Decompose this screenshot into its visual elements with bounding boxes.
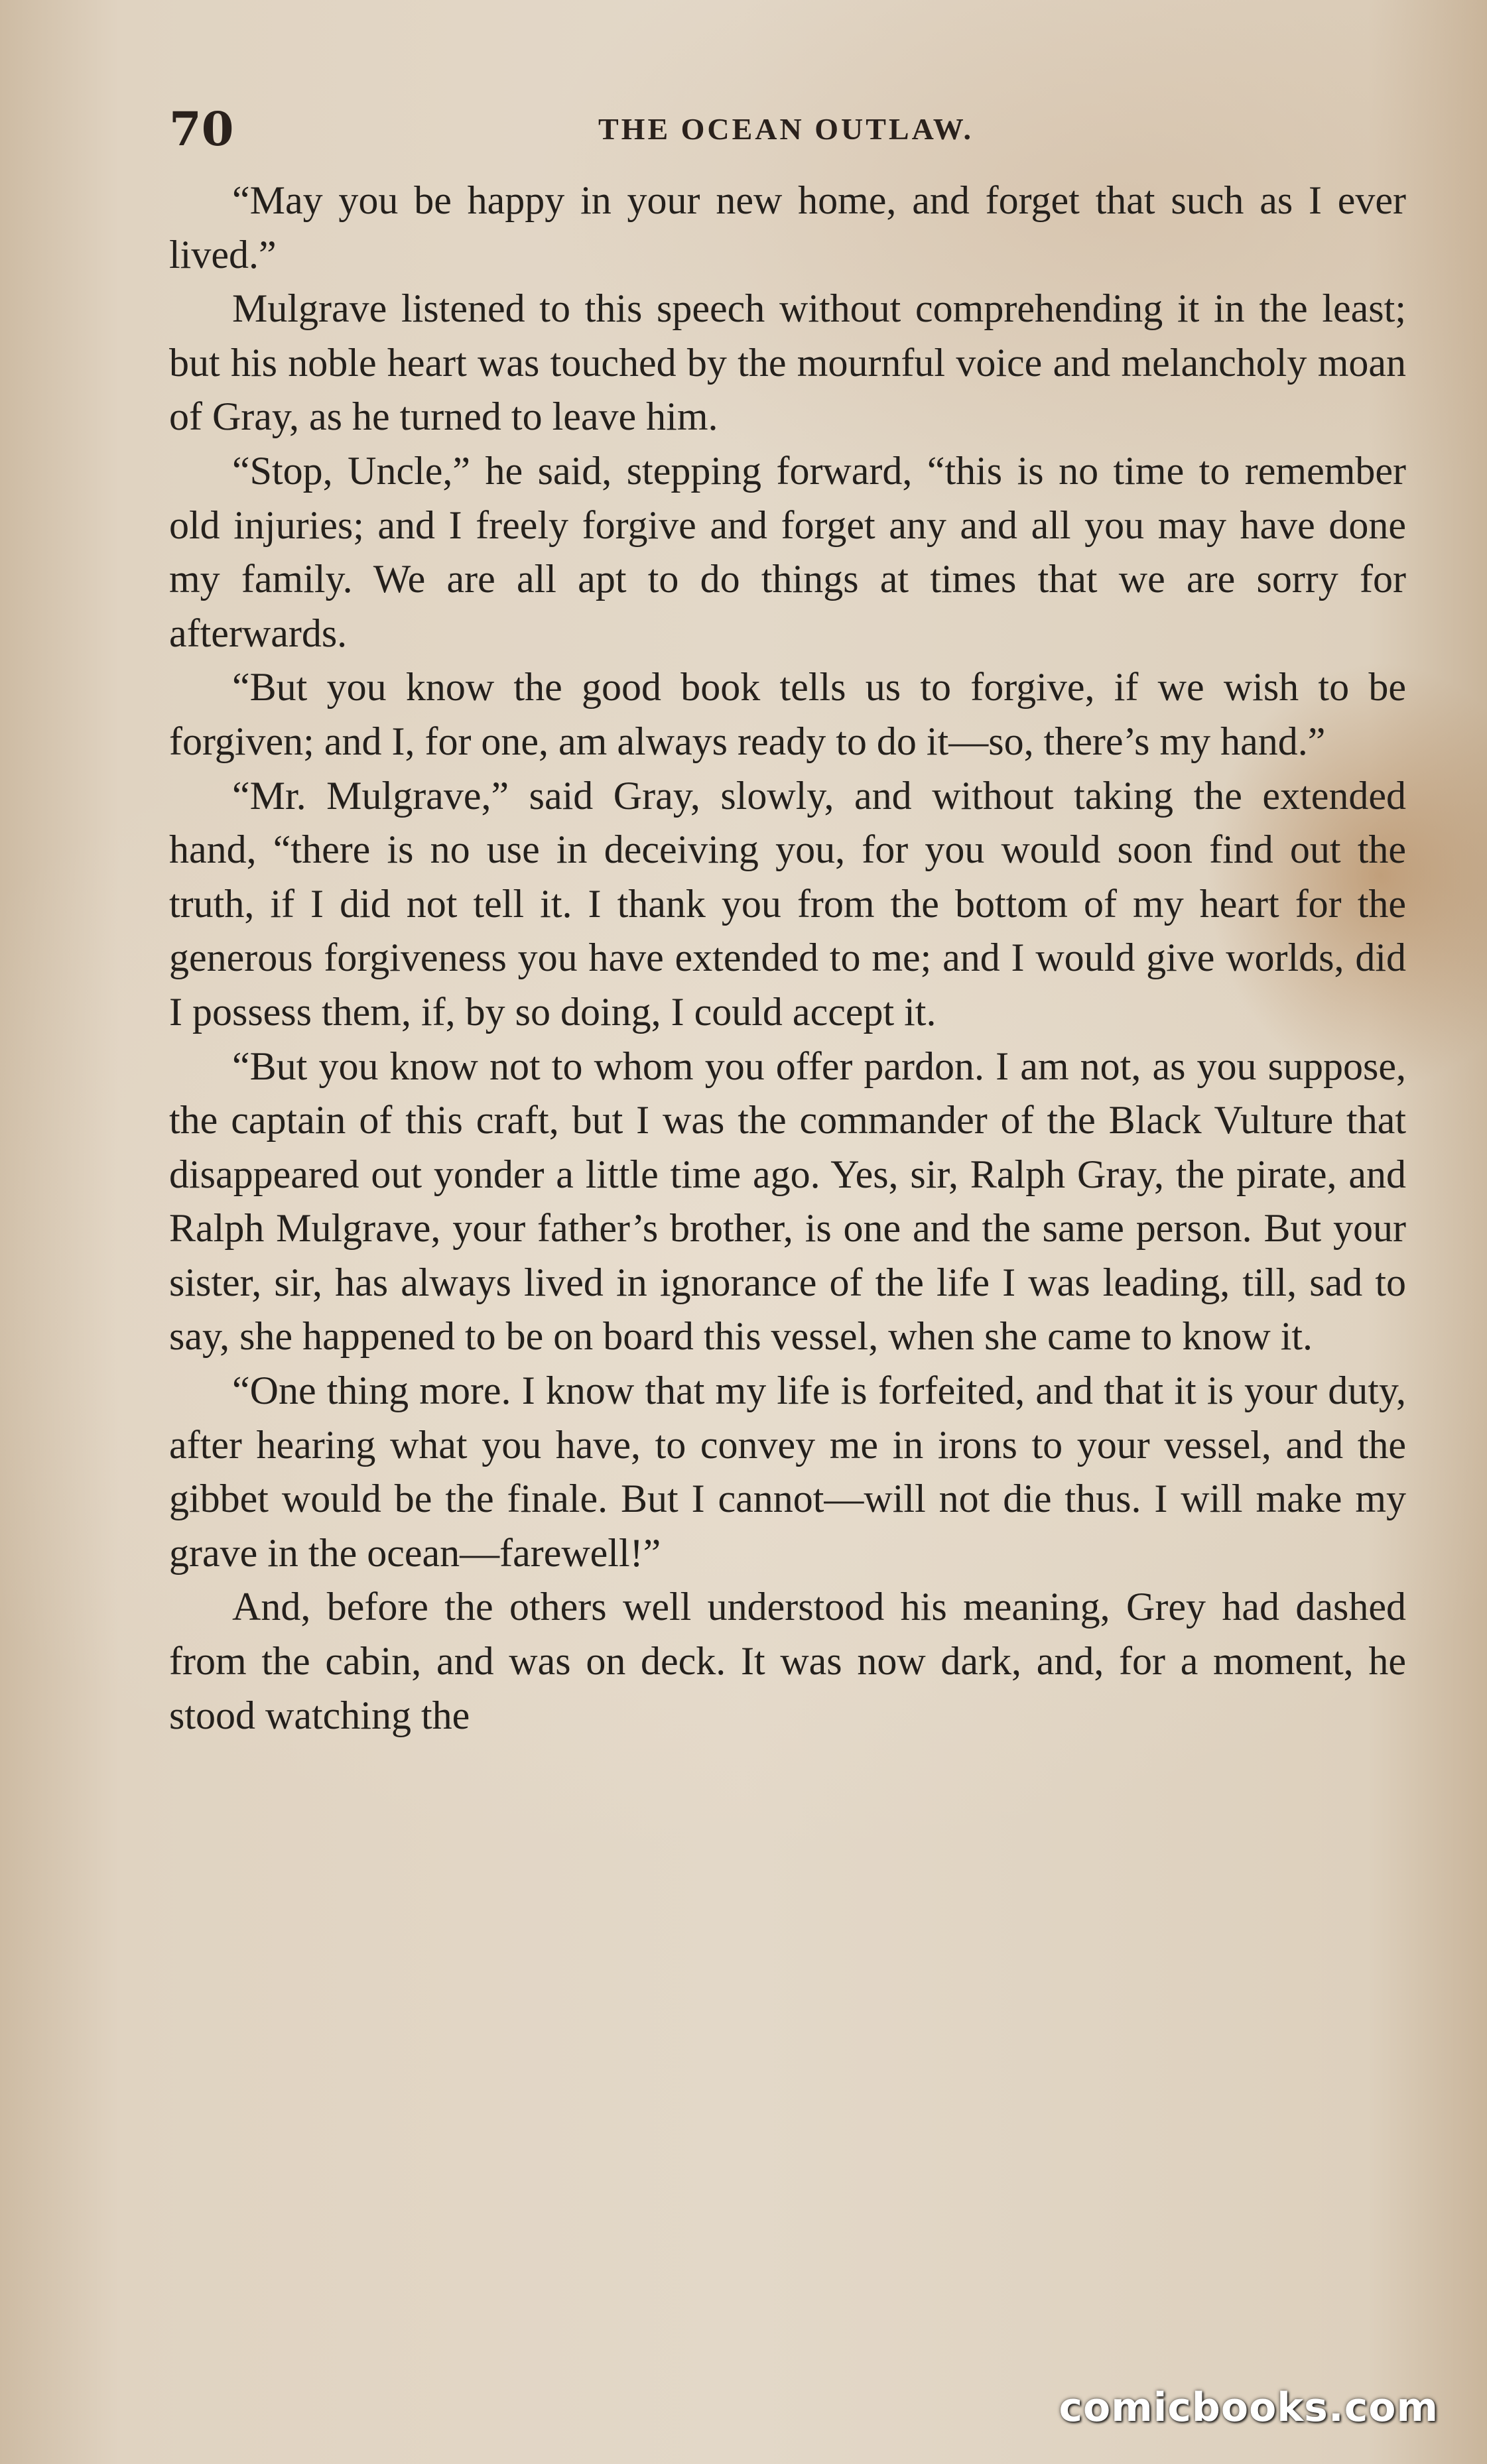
paragraph: “But you know not to whom you offer pardon. I am not, as you suppose, the captain of this craft, but I was the commander of the Black Vulture that disappeared out yonder a little time ago. Yes, sir, Ralph Gray, the pirate, and Ralph Mulgrave, your father’s brother, is one and the same person. But your sister, sir, has always lived in ignorance of the life I was leading, till, sad to say, she happened to be on board this vessel, when she came to know it. <box>169 1044 1406 1359</box>
paragraph: Mulgrave listened to this speech without comprehending it in the least; but his noble heart was touched by the mournful voice and melancholy moan of Gray, as he turned to leave him. <box>169 286 1406 439</box>
running-title: THE OCEAN OUTLAW. <box>598 112 974 146</box>
body-text <box>169 174 1406 1743</box>
paragraph: “Mr. Mulgrave,” said Gray, slowly, and without taking the extended hand, “there is no use in deceiving you, for you would soon find out the truth, if I did not tell it. I thank you from the bottom of my heart for the generous forgiveness you have extended to me; and I would give worlds, did I possess them, if, by so doing, I could accept it. <box>169 773 1406 1034</box>
watermark: comicbooks.com <box>1059 2384 1439 2431</box>
paragraph: “But you know the good book tells us to forgive, if we wish to be forgiven; and I, for one, am always ready to do it—so, there’s my hand.” <box>169 665 1406 763</box>
paragraph: And, before the others well understood his meaning, Grey had dashed from the cabin, and was on deck. It was now dark, and, for a moment, he stood watching the <box>169 1585 1406 1737</box>
page-header <box>169 93 1403 166</box>
paragraph: “May you be happy in your new home, and forget that such as I ever lived.” <box>169 178 1406 277</box>
paragraph: “One thing more. I know that my life is forfeited, and that it is your duty, after hearing what you have, to convey me in irons to your vessel, and the gibbet would be the finale. But I cannot—will not die thus. I will make my grave in the ocean—farewell!” <box>169 1369 1406 1575</box>
paragraph: “Stop, Uncle,” he said, stepping forward, “this is no time to remember old injuries; and I freely forgive and forget any and all you may have done my family. We are all apt to do things at times that we are sorry for afterwards. <box>169 448 1406 655</box>
page-number: 70 <box>169 101 234 156</box>
